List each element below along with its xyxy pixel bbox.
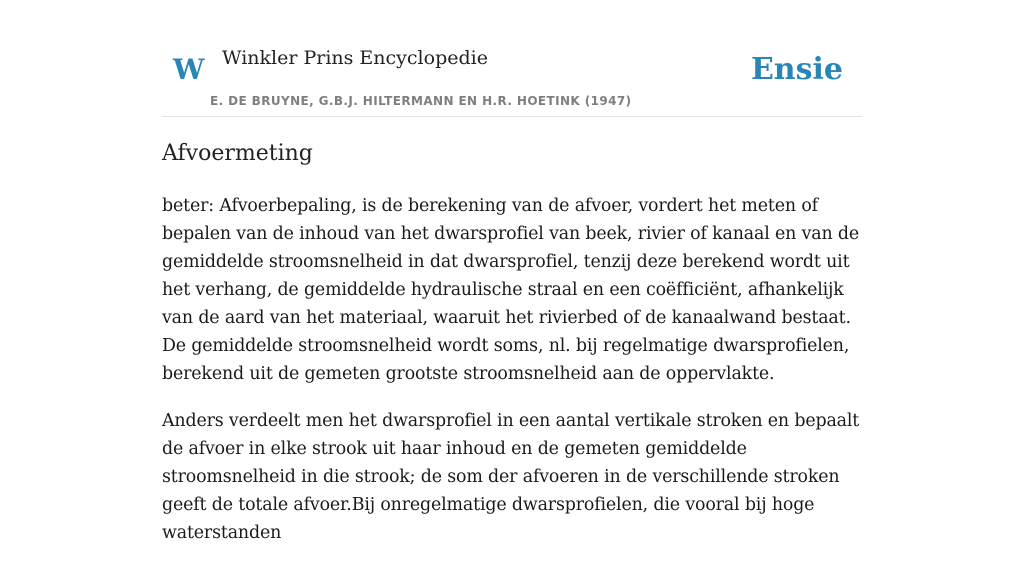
logo-w-icon[interactable]: W	[173, 53, 204, 86]
paragraph: beter: Afvoerbepaling, is de berekening van de afvoer, vordert het meten of bepalen van de inhoud van het dwarsprofiel van beek, rivier of kanaal en van de gemiddelde stroomsnelheid in dat dwarsprofiel, tenzij deze berekend wordt uit het verhang, de gemiddelde hydraulische straal en een coëfficiënt, afhankelijk van de aard van het materiaal, waaruit het rivierbed of de kanaalwand bestaat. De gemiddelde stroomsnelheid wordt soms, nl. bij regelmatige dwarsprofielen, berekend uit de gemeten grootste stroomsnelheid aan de oppervlakte.	[162, 196, 860, 384]
paragraph: Anders verdeelt men het dwarsprofiel in een aantal vertikale stroken en bepaalt de afvoer in elke strook uit haar inhoud en de gemeten gemiddelde stroomsnelheid in die strook; de som der afvoeren in de verschillende stroken geeft de totale afvoer.Bij onregelmatige dwarsprofielen, die vooral bij hoge waterstanden	[162, 411, 860, 543]
article-body	[162, 192, 867, 566]
site-title[interactable]: Winkler Prins Encyclopedie	[222, 47, 488, 69]
site-header	[162, 0, 862, 117]
authors-credit: E. DE BRUYNE, G.B.J. HILTERMANN EN H.R. HOETINK (1947)	[210, 94, 632, 108]
brand-logo[interactable]: Ensie	[750, 52, 843, 87]
article-title: Afvoermeting	[162, 141, 313, 166]
